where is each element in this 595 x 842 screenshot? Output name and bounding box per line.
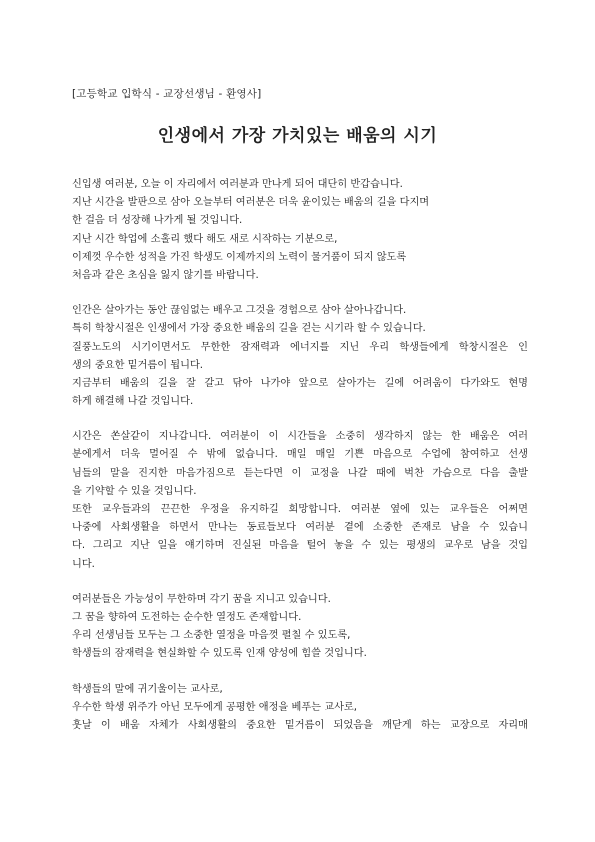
text-line: 질풍노도의 시기이면서도 무한한 잠재력과 에너지를 지닌 우리 학생들에게 학창시절은 인: [72, 341, 528, 353]
text-line: 처음과 같은 초심을 잃지 않기를 바랍니다.: [72, 269, 259, 281]
text-line: 지난 시간을 발판으로 삼아 오늘부터 여러분은 더욱 윤이있는 배움의 길을 다지며: [72, 197, 430, 209]
text-line: 지난 시간 학업에 소홀리 했다 해도 새로 시작하는 기분으로,: [72, 233, 338, 245]
text-line: 우수한 학생 위주가 아닌 모두에게 공평한 애정을 베푸는 교사로,: [72, 701, 358, 713]
text-line: 나중에 사회생활을 하면서 만나는 동료들보다 여러분 곁에 소중한 존재로 남을 수 있습니: [72, 522, 528, 534]
text-line: 생의 중요한 밑거름이 됩니다.: [72, 359, 204, 371]
paragraph: [72, 302, 528, 411]
text-line: 또한 교우들과의 끈끈한 우정을 유지하길 희망합니다. 여러분 옆에 있는 교우들은 어쩌면: [72, 504, 528, 515]
text-line: 지금부터 배움의 길을 잘 갈고 닦아 나가야 앞으로 살아가는 길에 어려움이 다가와도 현명: [72, 377, 528, 389]
text-line: 니다.: [72, 558, 95, 570]
text-line: 하게 해결해 나갈 것입니다.: [72, 396, 194, 408]
paragraph: [72, 176, 528, 285]
text-line: 여러분들은 가능성이 무한하며 각기 꿈을 지니고 있습니다.: [72, 593, 331, 605]
text-line: 우리 선생님들 모두는 그 소중한 열정을 마음껏 펼칠 수 있도록,: [72, 630, 351, 642]
paragraph: [72, 591, 528, 664]
text-line: 특히 학창시절은 인생에서 가장 중요한 배움의 길을 걷는 시기라 할 수 있습니다.: [72, 323, 426, 335]
text-line: 이제껏 우수한 성적을 가진 학생도 이제까지의 노력이 물거품이 되지 않도록: [72, 251, 407, 263]
text-line: 을 기약할 수 있을 것입니다.: [72, 485, 197, 497]
text-line: 시간은 쏜살같이 지나갑니다. 여러분이 이 시간들을 소중히 생각하지 않는 한 배움은 여러: [72, 431, 528, 443]
text-line: 신입생 여러분, 오늘 이 자리에서 여러분과 만나게 되어 대단히 반갑습니다.: [72, 179, 403, 190]
text-line: 학생들의 잠재력을 현실화할 수 있도록 인재 양성에 힘쓸 것입니다.: [72, 648, 367, 660]
text-line: 님들의 말을 진지한 마음가짐으로 듣는다면 이 교정을 나갈 때에 벅찬 가슴으로 다음 출발: [72, 467, 528, 479]
paragraph: [72, 681, 528, 736]
document-body: [72, 176, 528, 752]
text-line: 훗날 이 배움 자체가 사회생활의 중요한 밑거름이 되었음을 깨닫게 하는 교장으로 자리매: [72, 719, 528, 731]
text-line: 다. 그리고 지난 일을 얘기하며 진실된 마음을 털어 놓을 수 있는 평생의 교우로 남을 것입: [72, 540, 528, 552]
text-line: 분에게서 더욱 멀어질 수 밖에 없습니다. 매일 매일 기쁜 마음으로 수업에 참여하고 선생: [72, 449, 528, 461]
paragraph: [72, 428, 528, 574]
text-line: 그 꿈을 향하여 도전하는 순수한 열정도 존재합니다.: [72, 611, 302, 623]
text-line: 한 걸음 더 성장해 나가게 될 것입니다.: [72, 215, 243, 227]
page-title: 인생에서 가장 가치있는 배움의 시기: [157, 126, 438, 146]
header-tag: [고등학교 입학식 - 교장선생님 - 환영사]: [72, 88, 262, 100]
text-line: 인간은 살아가는 동안 끊임없는 배우고 그것을 경험으로 삼아 살아나갑니다.: [72, 305, 407, 317]
text-line: 학생들의 말에 귀기울이는 교사로,: [72, 683, 223, 695]
